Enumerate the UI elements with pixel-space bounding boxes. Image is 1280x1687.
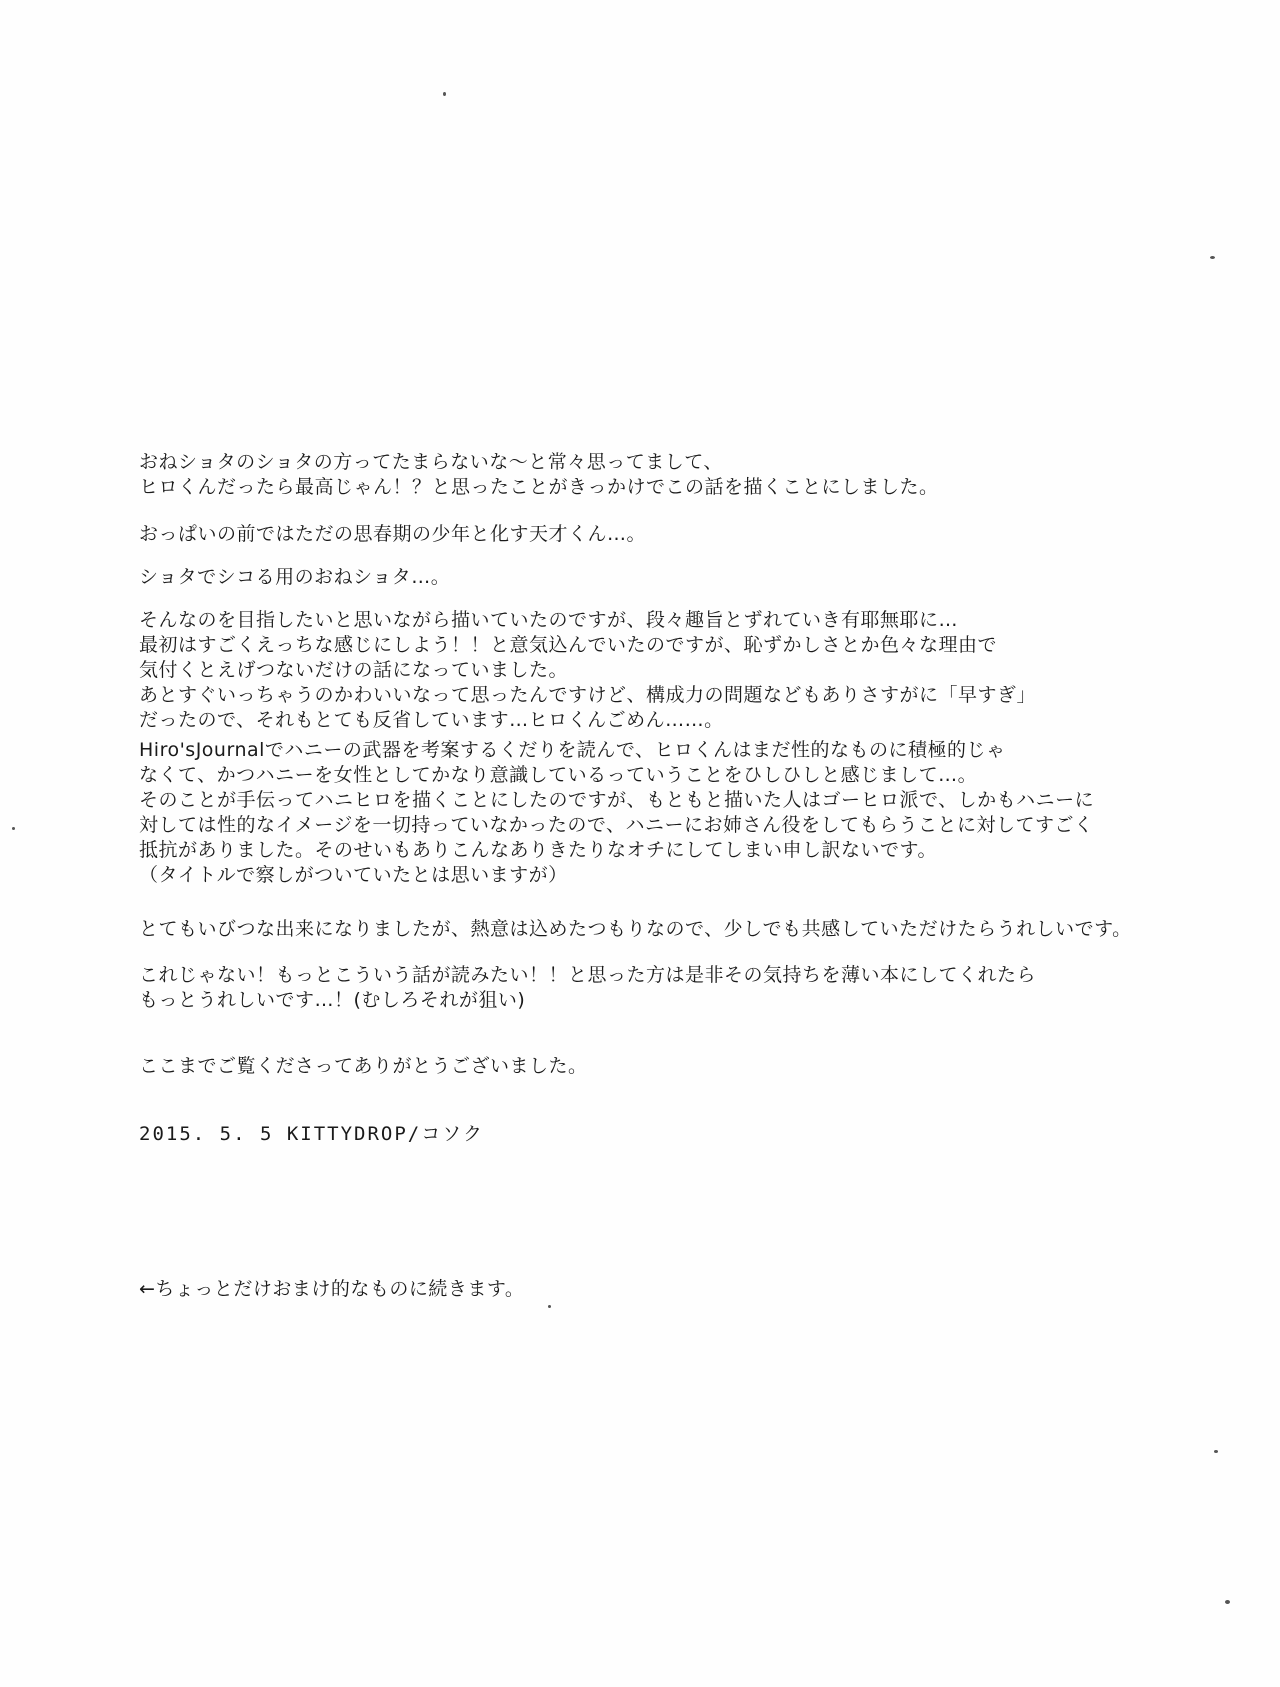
paragraph-3 [139, 565, 1159, 590]
text-line: あとすぐいっちゃうのかわいいなって思ったんですけど、構成力の問題などもありさすがに「早すぎ」 [139, 684, 1037, 706]
paragraph-intro [139, 450, 1159, 500]
text-line: 最初はすごくえっちな感じにしよう！！と意気込んでいたのですが、恥ずかしさとか色々な理由で [139, 634, 998, 656]
scan-speck [1210, 256, 1215, 259]
paragraph-6 [139, 917, 1159, 942]
text-line: ショタでシコる用のおねショタ…。 [139, 566, 451, 588]
text-line: ヒロくんだったら最高じゃん！？と思ったことがきっかけでこの話を描くことにしました。 [139, 476, 939, 498]
text-line: とてもいびつな出来になりましたが、熱意は込めたつもりなので、少しでも共感していただけたらうれしいです。 [139, 918, 1132, 940]
paragraph-thanks [139, 1054, 1159, 1079]
text-line: ここまでご覧くださってありがとうございました。 [139, 1055, 588, 1077]
scan-speck [548, 1305, 551, 1308]
text-line: もっとうれしいです…！(むしろそれが狙い) [139, 989, 526, 1011]
text-line: 抵抗がありました。そのせいもありこんなありきたりなオチにしてしまい申し訳ないです。 [139, 839, 937, 861]
text-line: （タイトルで察しがついていたとは思いますが） [139, 864, 568, 886]
continuation-note [139, 1277, 1159, 1302]
text-line: なくて、かつハニーを女性としてかなり意識しているっていうことをひしひしと感じまして…。 [139, 764, 978, 786]
paragraph-4 [139, 608, 1159, 733]
text-line: おねショタのショタの方ってたまらないな〜と常々思ってまして、 [139, 451, 723, 473]
scan-speck [1214, 1450, 1218, 1453]
continuation-text: ←ちょっとだけおまけ的なものに続きます。 [139, 1278, 525, 1300]
text-line: 気付くとえげつないだけの話になっていました。 [139, 659, 569, 681]
paragraph-5 [139, 738, 1159, 888]
paragraph-2 [139, 522, 1159, 547]
text-line: これじゃない！もっとこういう話が読みたい！！と思った方は是非その気持ちを薄い本にしてくれたら [139, 964, 1037, 986]
text-line: 対しては性的なイメージを一切持っていなかったので、ハニーにお姉さん役をしてもらうことに対してすごく [139, 814, 1094, 836]
paragraph-7 [139, 963, 1159, 1013]
text-line: そのことが手伝ってハニヒロを描くことにしたのですが、もともと描いた人はゴーヒロ派で、しかもハニーに [139, 789, 1095, 811]
text-line: そんなのを目指したいと思いながら描いていたのですが、段々趣旨とずれていき有耶無耶に… [139, 609, 959, 631]
signature-line [139, 1122, 1159, 1147]
scan-speck [443, 92, 446, 96]
scan-speck [1225, 1600, 1230, 1604]
signature-text: 2015. 5. 5 KITTYDROP/コソク [139, 1123, 485, 1145]
scan-speck [12, 827, 15, 830]
text-line: Hiro'sJournalでハニーの武器を考案するくだりを読んで、ヒロくんはまだ性的なものに積極的じゃ [139, 739, 1006, 761]
text-line: だったので、それもとても反省しています…ヒロくんごめん……。 [139, 709, 724, 731]
text-line: おっぱいの前ではただの思春期の少年と化す天才くん…。 [139, 523, 647, 545]
